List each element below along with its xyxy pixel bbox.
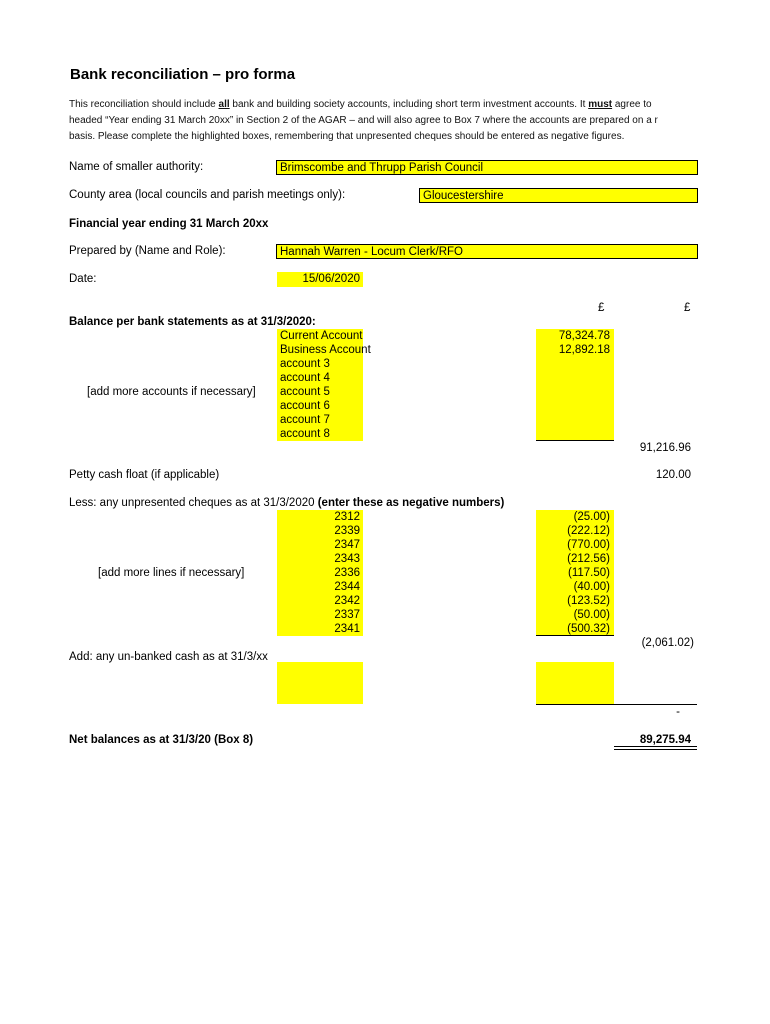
intro-line-2: headed “Year ending 31 March 20xx” in Section 2 of the AGAR – and will also agree to Box 7 where the accounts are prepared on a r <box>69 115 658 126</box>
cheque-amount-cell[interactable]: (770.00) <box>567 539 610 551</box>
account-name-cell[interactable]: account 4 <box>280 372 330 384</box>
net-balance-label: Net balances as at 31/3/20 (Box 8) <box>69 734 254 746</box>
unbanked-amount-cell[interactable] <box>536 662 614 704</box>
unbanked-rule <box>536 704 697 705</box>
add-accounts-note: [add more accounts if necessary] <box>87 386 256 398</box>
cheques-heading <box>69 497 504 509</box>
currency-header-2: £ <box>684 302 691 314</box>
cheque-amount-cell[interactable]: (40.00) <box>573 581 610 593</box>
prepared-by-label: Prepared by (Name and Role): <box>69 245 226 257</box>
county-field[interactable]: Gloucestershire <box>419 188 698 203</box>
financial-year-heading: Financial year ending 31 March 20xx <box>69 218 269 230</box>
account-name-cell[interactable]: Business Account <box>280 344 371 356</box>
authority-label: Name of smaller authority: <box>69 161 204 173</box>
cheque-number-cell[interactable]: 2339 <box>334 525 360 537</box>
cheques-heading-text: Less: any unpresented cheques as at 31/3/2020 <box>69 497 318 509</box>
unbanked-label: Add: any un-banked cash as at 31/3/xx <box>69 651 268 663</box>
account-name-cell[interactable]: account 7 <box>280 414 330 426</box>
cheque-number-cell[interactable]: 2344 <box>334 581 360 593</box>
page-title: Bank reconciliation – pro forma <box>70 66 296 83</box>
cheque-amount-cell[interactable]: (222.12) <box>567 525 610 537</box>
account-name-cell[interactable]: account 5 <box>280 386 330 398</box>
cheque-number-cell[interactable]: 2341 <box>334 623 360 635</box>
account-name-cell[interactable]: Current Account <box>280 330 363 342</box>
cheque-number-cell[interactable]: 2337 <box>334 609 360 621</box>
cheques-total: (2,061.02) <box>641 637 694 649</box>
intro-emphasis-all: all <box>218 99 230 110</box>
account-amount-cell[interactable] <box>536 427 614 441</box>
cheques-heading-note: (enter these as negative numbers) <box>317 497 505 509</box>
cheque-amount-cell[interactable]: (212.56) <box>567 553 610 565</box>
unbanked-total: - <box>676 706 680 718</box>
intro-emphasis-must: must <box>588 99 613 110</box>
account-name-cell[interactable]: account 3 <box>280 358 330 370</box>
account-amount-column <box>536 329 614 441</box>
cheque-amount-cell[interactable]: (500.32) <box>567 623 610 635</box>
account-amount-cell[interactable] <box>536 371 614 385</box>
cheque-number-cell[interactable]: 2342 <box>334 595 360 607</box>
authority-field[interactable]: Brimscombe and Thrupp Parish Council <box>276 160 698 175</box>
prepared-by-field[interactable]: Hannah Warren - Locum Clerk/RFO <box>276 244 698 259</box>
intro-text: agree to <box>612 99 652 110</box>
intro-line-1 <box>69 99 699 110</box>
account-amount-cell[interactable] <box>536 399 614 413</box>
net-double-rule-top <box>614 746 697 747</box>
cheque-amount-cell[interactable]: (50.00) <box>573 609 610 621</box>
unbanked-description-cell[interactable] <box>277 662 363 704</box>
cheque-number-cell[interactable]: 2347 <box>334 539 360 551</box>
account-amount-cell[interactable] <box>536 413 614 427</box>
subtotal-rule <box>536 440 614 441</box>
account-amount-cell[interactable]: 78,324.78 <box>558 330 610 342</box>
intro-line-3: basis. Please complete the highlighted boxes, remembering that unpresented cheques should be entered as negative figures. <box>69 131 625 142</box>
petty-cash-label: Petty cash float (if applicable) <box>69 469 220 481</box>
account-name-cell[interactable]: account 6 <box>280 400 330 412</box>
cheques-subtotal-rule <box>536 635 614 636</box>
account-amount-cell[interactable] <box>536 385 614 399</box>
cheque-number-cell[interactable]: 2336 <box>334 567 360 579</box>
petty-cash-value: 120.00 <box>655 469 691 481</box>
cheque-amount-column <box>536 510 614 636</box>
balances-total: 91,216.96 <box>639 442 691 454</box>
cheque-number-cell[interactable]: 2343 <box>334 553 360 565</box>
balances-heading: Balance per bank statements as at 31/3/2020: <box>69 316 316 328</box>
net-double-rule-bottom <box>614 749 697 750</box>
cheque-amount-cell[interactable]: (123.52) <box>567 595 610 607</box>
cheque-amount-cell[interactable]: (25.00) <box>573 511 610 523</box>
date-label: Date: <box>69 273 97 285</box>
account-name-column <box>277 329 371 441</box>
account-amount-cell[interactable] <box>536 357 614 371</box>
net-balance-value: 89,275.94 <box>639 734 691 746</box>
intro-text: bank and building society accounts, including short term investment accounts. It <box>229 99 589 110</box>
cheque-number-cell[interactable]: 2312 <box>334 511 360 523</box>
account-name-cell[interactable]: account 8 <box>280 428 330 440</box>
add-lines-note: [add more lines if necessary] <box>98 567 245 579</box>
county-label: County area (local councils and parish meetings only): <box>69 189 346 201</box>
date-field[interactable]: 15/06/2020 <box>277 272 363 287</box>
cheque-number-column <box>277 510 363 636</box>
currency-header-1: £ <box>598 302 605 314</box>
cheque-amount-cell[interactable]: (117.50) <box>568 567 610 579</box>
intro-text: This reconciliation should include <box>69 99 219 110</box>
account-amount-cell[interactable]: 12,892.18 <box>558 344 610 356</box>
